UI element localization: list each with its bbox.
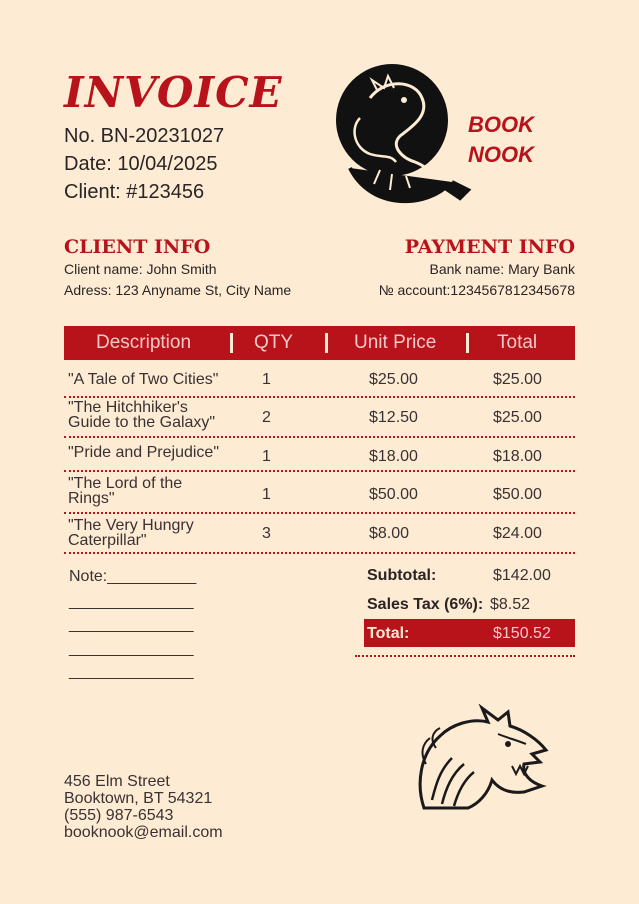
tax-value: $8.52 <box>490 596 531 613</box>
dragon-head-icon <box>412 704 552 812</box>
invoice-title: INVOICE <box>64 68 283 117</box>
header-description: Description <box>96 332 192 353</box>
payment-info-heading: PAYMENT INFO <box>404 236 575 258</box>
row-qty: 1 <box>262 486 271 503</box>
row-total: $50.00 <box>493 486 542 503</box>
row-qty: 2 <box>262 409 271 426</box>
header-divider <box>325 333 328 353</box>
summary-divider <box>355 655 575 657</box>
footer-street: 456 Elm Street <box>64 773 170 790</box>
row-total: $25.00 <box>493 409 542 426</box>
note-line: ______________ <box>69 593 194 610</box>
brand-line-2: NOOK <box>468 142 534 167</box>
row-unit-price: $18.00 <box>369 448 418 465</box>
note-line: ______________ <box>69 663 194 680</box>
table-row <box>64 438 575 472</box>
table-row <box>64 514 575 554</box>
footer-email: booknook@email.com <box>64 824 223 841</box>
client-name: Client name: John Smith <box>64 261 217 277</box>
row-unit-price: $50.00 <box>369 486 418 503</box>
tax-label: Sales Tax (6%): <box>367 596 484 613</box>
note-line: ______________ <box>69 616 194 633</box>
footer-city: Booktown, BT 54321 <box>64 790 213 807</box>
header-divider <box>466 333 469 353</box>
brand-line-1: BOOK <box>468 112 534 137</box>
subtotal-label: Subtotal: <box>367 567 437 584</box>
row-qty: 3 <box>262 525 271 542</box>
row-unit-price: $12.50 <box>369 409 418 426</box>
row-description: "A Tale of Two Cities" <box>68 371 219 388</box>
row-total: $25.00 <box>493 371 542 388</box>
table-header <box>64 326 575 360</box>
client-address: Adress: 123 Anyname St, City Name <box>64 282 292 298</box>
row-total: $18.00 <box>493 448 542 465</box>
header-divider <box>230 333 233 353</box>
table-row <box>64 472 575 514</box>
row-description: "The Hitchhiker's Guide to the Galaxy" <box>68 399 216 431</box>
header-unit-price: Unit Price <box>354 332 437 353</box>
header-qty: QTY <box>254 332 294 353</box>
row-qty: 1 <box>262 448 271 465</box>
dragon-emblem-icon <box>330 58 475 218</box>
table-row <box>64 362 575 398</box>
total-label: Total: <box>367 625 410 642</box>
client-id: Client: #123456 <box>64 181 205 203</box>
note-label: Note:__________ <box>69 568 197 585</box>
row-description: "The Lord of the Rings" <box>68 475 183 507</box>
table-row <box>64 398 575 438</box>
row-unit-price: $25.00 <box>369 371 418 388</box>
note-line: ______________ <box>69 640 194 657</box>
footer-phone: (555) 987-6543 <box>64 807 174 824</box>
header-total: Total <box>497 332 538 353</box>
row-qty: 1 <box>262 371 271 388</box>
row-description: "Pride and Prejudice" <box>68 444 219 461</box>
invoice-date: Date: 10/04/2025 <box>64 153 218 175</box>
invoice-number: No. BN-20231027 <box>64 125 225 147</box>
account-number: № account:1234567812345678 <box>378 282 575 298</box>
row-unit-price: $8.00 <box>369 525 410 542</box>
total-value: $150.52 <box>493 625 551 642</box>
row-description: "The Very Hungry Caterpillar" <box>68 517 194 549</box>
client-info-heading: CLIENT INFO <box>64 236 211 258</box>
row-total: $24.00 <box>493 525 542 542</box>
subtotal-value: $142.00 <box>493 567 551 584</box>
bank-name: Bank name: Mary Bank <box>429 261 575 277</box>
